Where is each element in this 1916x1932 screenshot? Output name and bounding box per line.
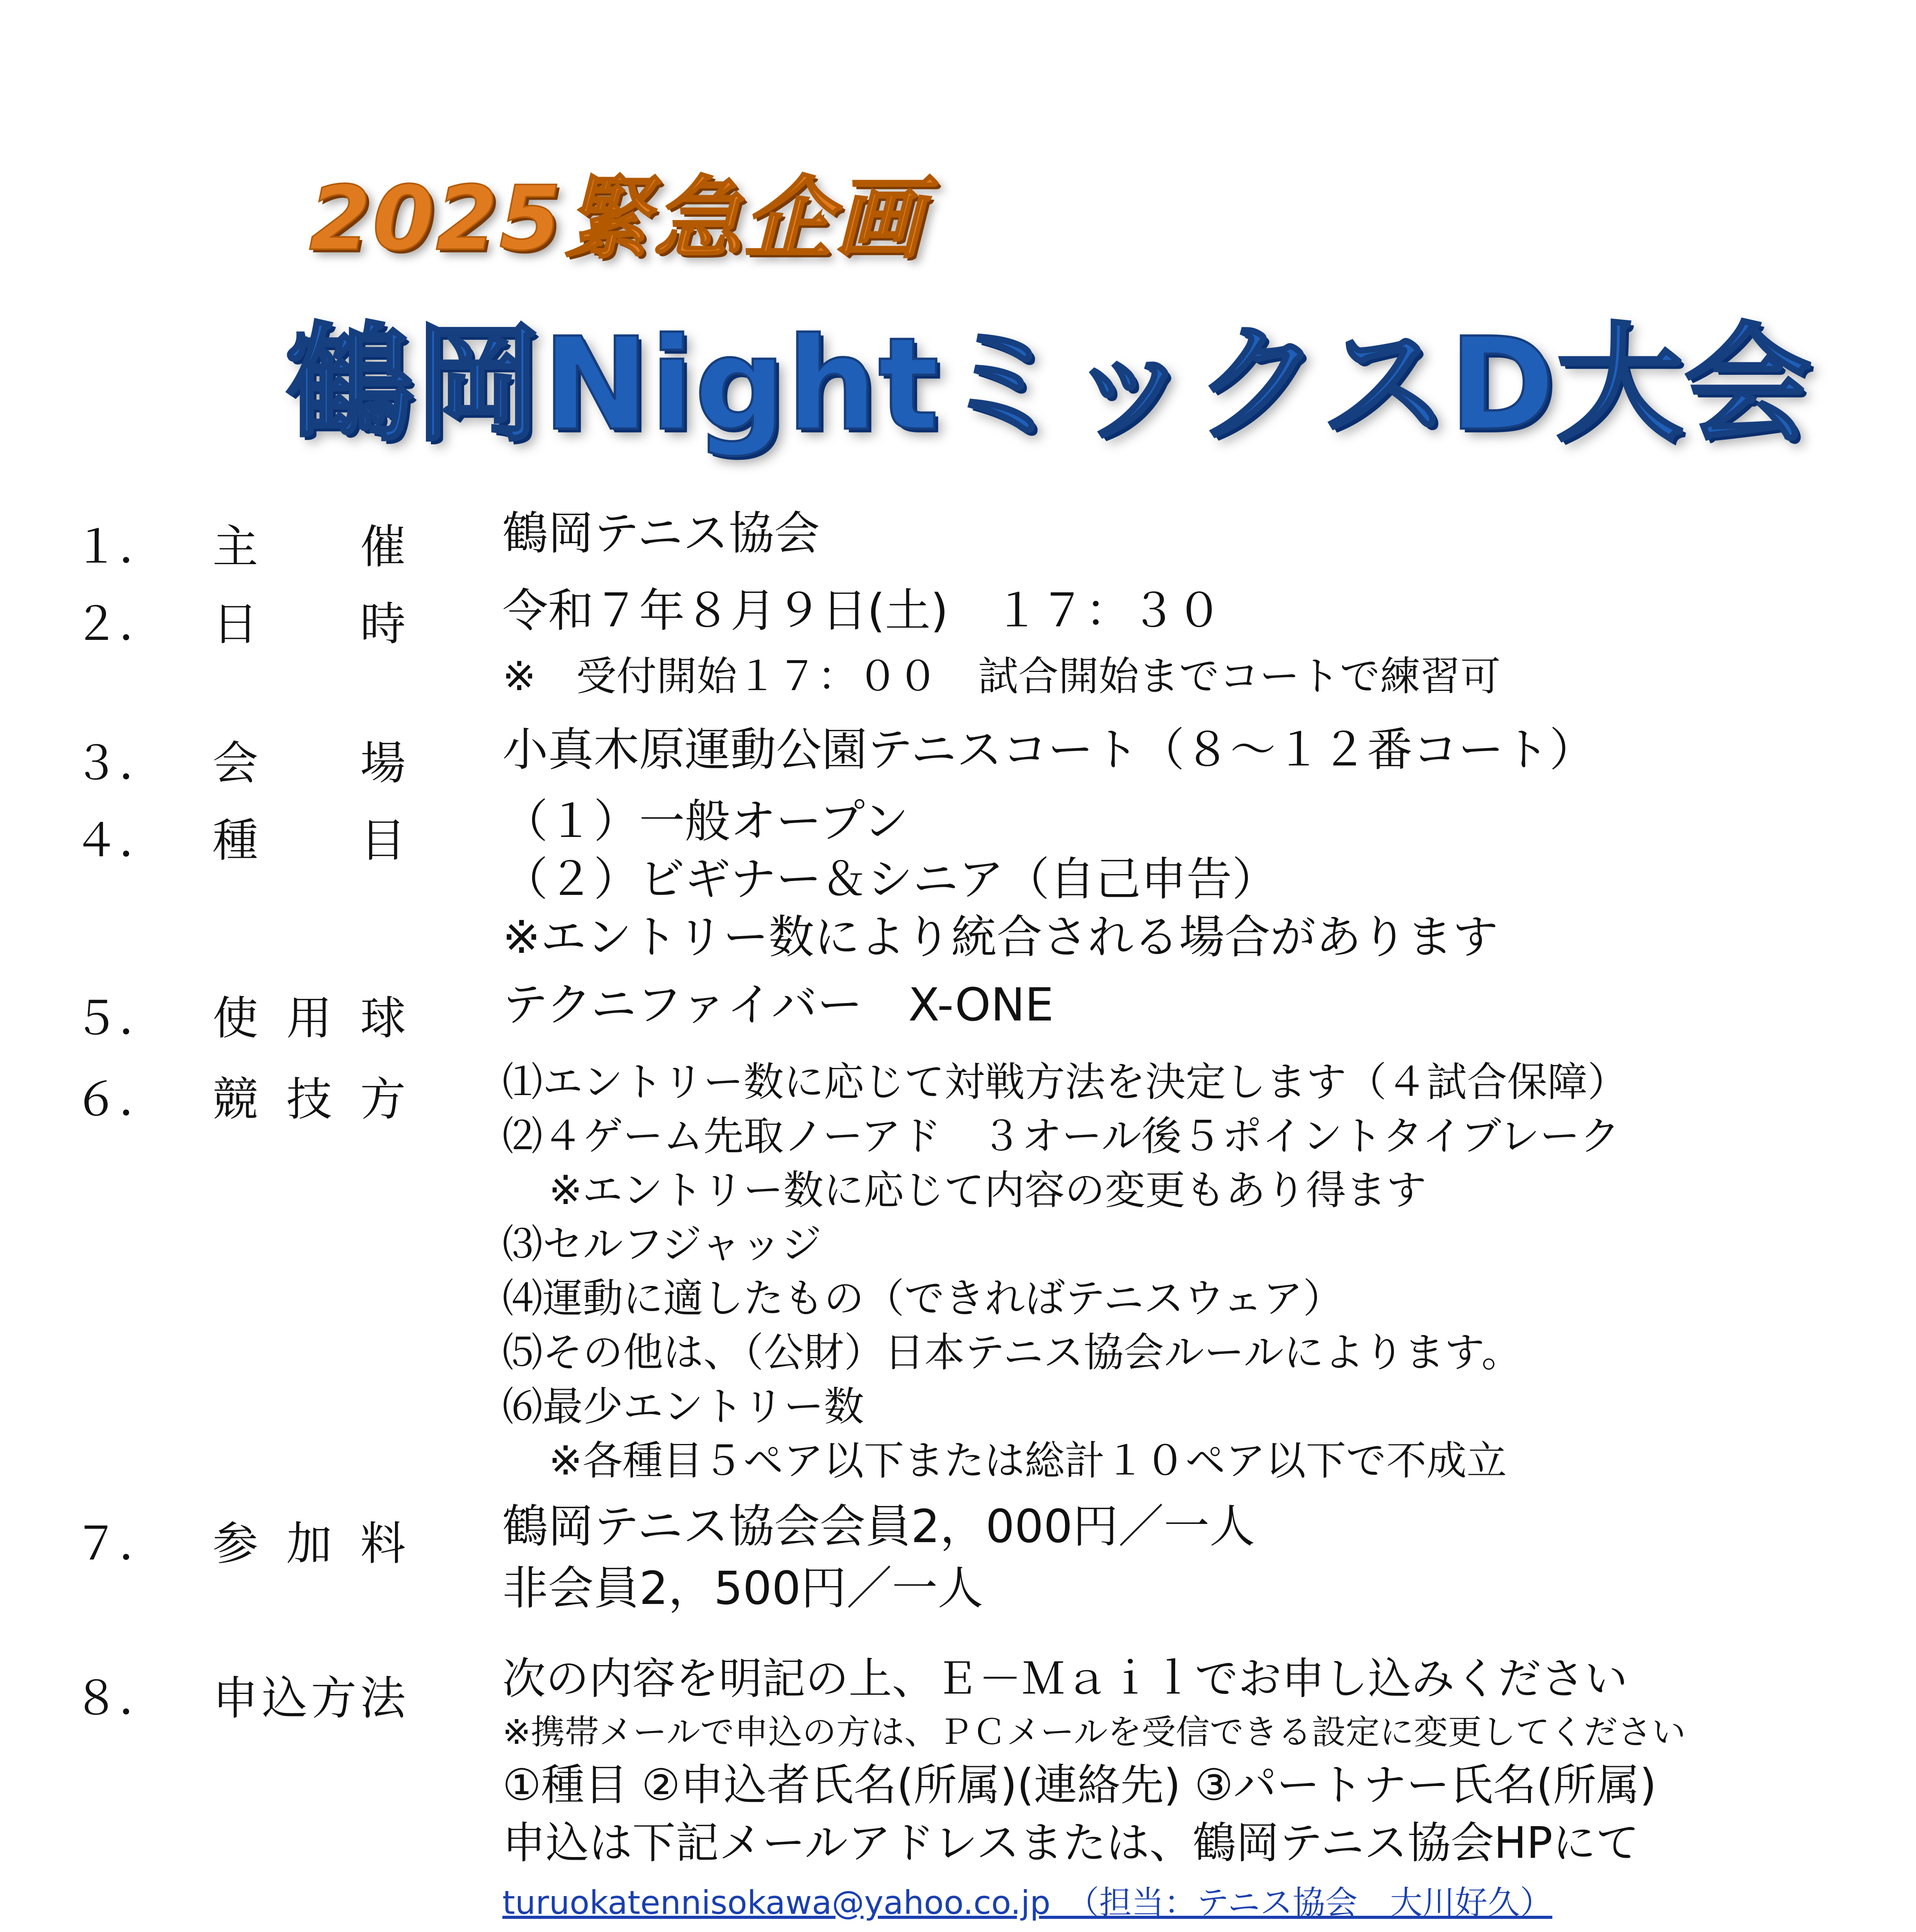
label-char: 球: [360, 992, 406, 1045]
value-line: ⑹最少エントリー数: [502, 1383, 864, 1430]
value-line: ⑴エントリー数に応じて対戦方法を決定します（４試合保障）: [502, 1058, 1628, 1105]
section-label: [213, 510, 406, 576]
section-value: [502, 1495, 1255, 1619]
section-value: [502, 715, 1595, 784]
section-label: [213, 1507, 406, 1573]
section-label: [213, 1662, 406, 1727]
section-number: ４．: [73, 814, 165, 867]
label-char: 場: [360, 736, 406, 790]
value-line: ⑵４ゲーム先取ノーアド ３オール後５ポイントタイブレーク: [502, 1112, 1620, 1160]
label-char: 目: [360, 814, 406, 867]
label-char: 日: [213, 597, 259, 651]
label-char: 競: [213, 1073, 259, 1126]
value-line: ※各種目５ペア以下または総計１０ペア以下で不成立: [549, 1437, 1507, 1484]
section-number: ３．: [73, 736, 165, 790]
section-number: １．: [73, 520, 165, 573]
section-label: [213, 981, 406, 1047]
section-label: [213, 804, 406, 869]
value-line: ⑷運動に適したもの（できればテニスウェア）: [502, 1275, 1343, 1322]
section-number: ２．: [73, 597, 165, 651]
value-line: 鶴岡テニス協会: [502, 507, 820, 560]
label-char: 加: [286, 1517, 332, 1570]
label-char: 会: [213, 736, 259, 790]
label-char: 法: [360, 1672, 406, 1725]
label-char: 方: [311, 1672, 357, 1725]
section-label: [213, 726, 406, 792]
subtitle: 2025緊急企画: [309, 167, 925, 270]
section-value: [502, 1055, 1628, 1488]
example-line: [502, 1930, 1710, 1932]
email-link[interactable]: turuokatennisokawa@yahoo.co.jp （担当：テニス協会 大川好久）: [502, 1884, 1552, 1922]
value-line: （１）一般オープン: [502, 794, 909, 848]
value-line: ①種目 ②申込者氏名(所属)(連絡先) ③パートナー氏名(所属): [502, 1760, 1657, 1810]
label-char: 種: [213, 814, 259, 867]
section-value: [502, 1650, 1710, 1932]
page-title: 鶴岡NightミックスD大会: [286, 310, 1813, 459]
label-char: 使: [213, 992, 259, 1045]
label-char: 時: [360, 597, 406, 651]
value-line: 次の内容を明記の上、Ｅ－Ｍａｉｌでお申し込みください: [502, 1654, 1628, 1704]
value-line: ⑶セルフジャッジ: [502, 1221, 822, 1268]
label-char: 技: [286, 1073, 332, 1126]
label-char: 主: [213, 520, 259, 573]
value-line: ※携帯メールで申込の方は、ＰＣメールを受信できる設定に変更してください: [502, 1712, 1686, 1752]
value-line: 鶴岡テニス協会会員2，000円／一人: [502, 1500, 1255, 1553]
section-number: ６．: [73, 1073, 165, 1126]
value-line: （２）ビギナー＆シニア（自己申告）: [502, 852, 1278, 906]
label-char: 参: [213, 1517, 259, 1570]
value-line: ⑸その他は、（公財）日本テニス協会ルールによります。: [502, 1329, 1522, 1376]
value-line: テクニファイバー X-ONE: [502, 978, 1054, 1031]
section-number: ８．: [73, 1672, 165, 1725]
value-line: 令和７年８月９日(土) １７：３０: [502, 584, 1222, 637]
value-line: 非会員2，500円／一人: [502, 1561, 984, 1615]
label-char: 料: [360, 1517, 406, 1570]
section-number: ７．: [73, 1517, 165, 1570]
label-char: 催: [360, 520, 406, 573]
section-value: [502, 792, 1498, 966]
section-label: [213, 587, 406, 653]
value-line: ※エントリー数により統合される場合があります: [502, 910, 1498, 964]
email-line: [502, 1872, 1710, 1930]
section-value: [502, 576, 1501, 707]
label-char: 方: [360, 1073, 406, 1126]
section-number: ５．: [73, 992, 165, 1045]
value-line: 小真木原運動公園テニスコート（８～１２番コート）: [502, 723, 1595, 776]
label-char: 用: [286, 992, 332, 1045]
section-value: [502, 498, 820, 568]
section-label: [213, 1063, 406, 1128]
label-char: 申: [213, 1672, 259, 1725]
value-line: ※エントリー数に応じて内容の変更もあり得ます: [549, 1167, 1427, 1214]
value-line: 申込は下記メールアドレスまたは、鶴岡テニス協会HPにて: [502, 1818, 1639, 1868]
label-char: 込: [262, 1672, 308, 1725]
value-line: ※ 受付開始１７：００ 試合開始までコートで練習可: [502, 653, 1501, 700]
section-value: [502, 970, 1054, 1039]
